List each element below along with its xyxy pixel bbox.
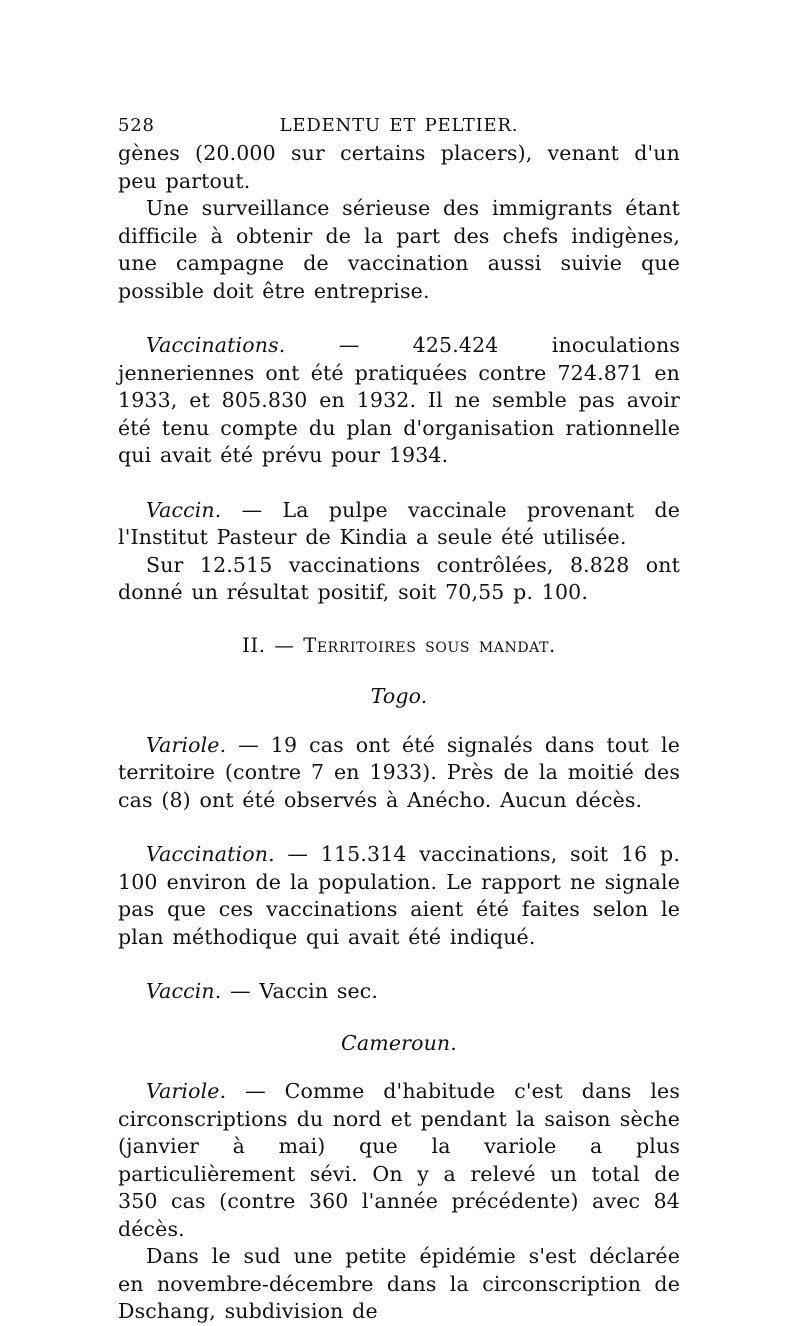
paragraph-body: — Vaccin sec. bbox=[221, 979, 379, 1003]
paragraph-vaccin bbox=[118, 497, 680, 552]
paragraph-cameroun-sud: Dans le sud une petite épidémie s'est déclarée en novembre-décembre dans la circonscription de Dschang, subdivision de bbox=[118, 1244, 680, 1323]
running-title: LEDENTU ET PELTIER. bbox=[279, 115, 519, 136]
paragraph-lead: Variole. bbox=[146, 1079, 227, 1103]
subheading-cameroun: Cameroun. bbox=[341, 1030, 457, 1055]
section-heading bbox=[118, 632, 680, 660]
page-number: 528 bbox=[118, 115, 155, 136]
running-head bbox=[118, 112, 680, 140]
paragraph-continuation: gènes (20.000 sur certains placers), venant d'un peu partout. bbox=[118, 141, 680, 193]
paragraph-lead: Vaccination. bbox=[146, 842, 275, 866]
paragraph-lead: Vaccin. bbox=[146, 979, 222, 1003]
paragraph-togo-variole bbox=[118, 732, 680, 815]
paragraph-body: — 19 cas ont été signalés dans tout le territoire (contre 7 en 1933). Près de la moitié des cas (8) ont été observés à Anécho. Aucun décès. bbox=[118, 732, 680, 812]
subheading-togo: Togo. bbox=[370, 684, 428, 708]
paragraph-togo-vaccin bbox=[118, 978, 680, 1006]
book-page bbox=[118, 112, 680, 1326]
paragraph-body: — Comme d'habitude c'est dans les circonscriptions du nord et pendant la saison sèche (janvier à mai) que la variole a plus particulièrement sévi. On y a relevé un total de 350 cas (contre 360 l'année précédente) avec 84 décès. bbox=[118, 1079, 680, 1241]
paragraph-body: — La pulpe vaccinale provenant de l'Institut Pasteur de Kindia a seule été utilisée. bbox=[118, 497, 680, 549]
paragraph-vaccinations bbox=[118, 332, 680, 470]
paragraph-togo-vaccination bbox=[118, 841, 680, 951]
paragraph-body: — 425.424 inoculations jenneriennes ont été pratiquées contre 724.871 en 1933, et 805.830 en 1932. Il ne semble pas avoir été tenu compte du plan d'organisation rationnelle qui avait été prévu pour 1934. bbox=[118, 333, 680, 467]
paragraph-surveillance: Une surveillance sérieuse des immigrants étant difficile à obtenir de la part des chefs indigènes, une campagne de vaccination aussi suivie que possible doit être entreprise. bbox=[118, 196, 680, 303]
paragraph-cameroun-variole bbox=[118, 1078, 680, 1243]
section-number: II. — bbox=[242, 633, 304, 657]
paragraph-lead: Variole. bbox=[146, 732, 227, 757]
paragraph-lead: Vaccin. bbox=[146, 497, 222, 522]
paragraph-results: Sur 12.515 vaccinations contrôlées, 8.828 ont donné un résultat positif, soit 70,55 p. 100. bbox=[118, 552, 680, 604]
paragraph-body: — 115.314 vaccinations, soit 16 p. 100 environ de la population. Le rapport ne signale pas que ces vaccinations aient été faites selon le plan méthodique qui avait été indiqué. bbox=[118, 842, 680, 949]
paragraph-lead: Vaccinations. bbox=[146, 333, 286, 357]
section-title: Territoires sous mandat. bbox=[303, 633, 556, 657]
